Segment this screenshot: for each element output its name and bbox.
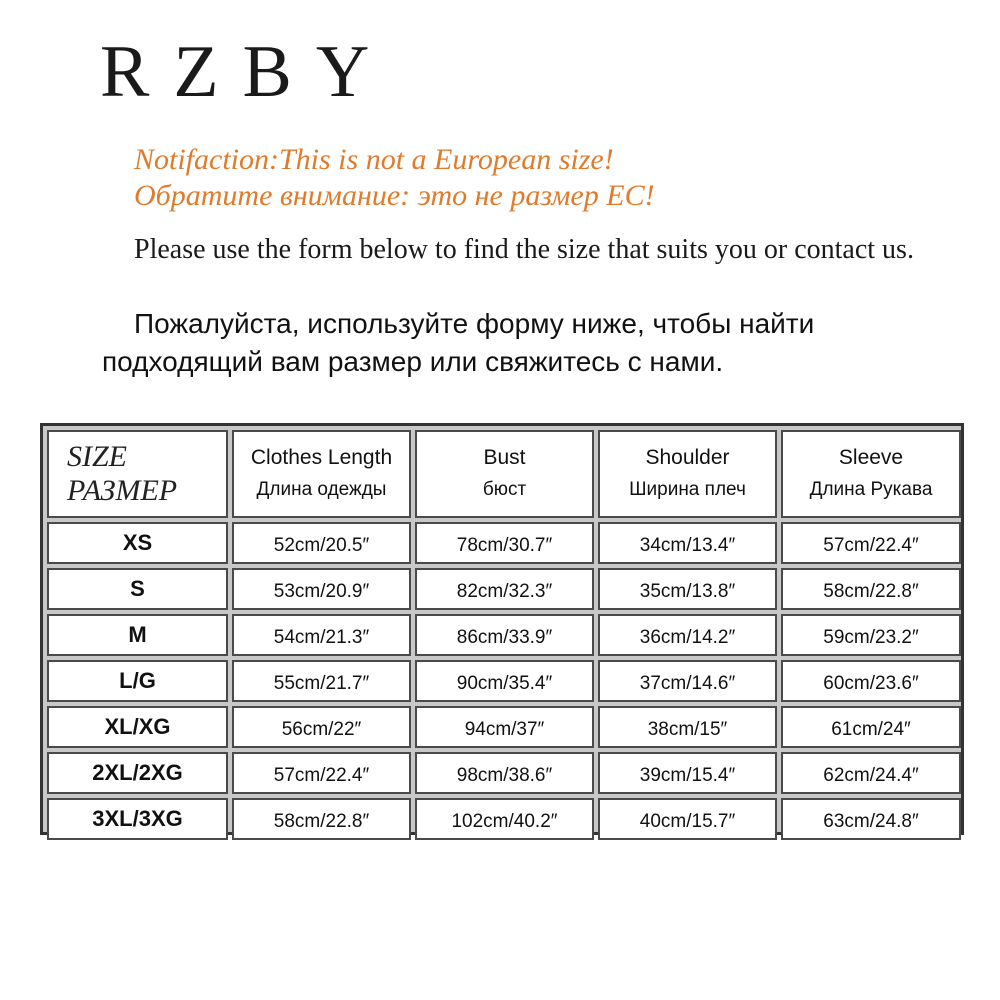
measurement-cell: 36cm/14.2″: [598, 614, 777, 656]
measurement-cell: 58cm/22.8″: [781, 568, 961, 610]
size-notice: [134, 142, 655, 214]
measurement-cell: 58cm/22.8″: [232, 798, 411, 840]
size-label-cell: L/G: [47, 660, 228, 702]
measurement-cell: 62cm/24.4″: [781, 752, 961, 794]
measurement-cell: 60cm/23.6″: [781, 660, 961, 702]
header-label-en: Bust: [483, 446, 526, 469]
measurement-cell: 35cm/13.8″: [598, 568, 777, 610]
header-label-en: Clothes Length: [250, 446, 393, 469]
intro-english: Please use the form below to find the size that suits you or contact us.: [134, 234, 914, 265]
measurement-cell: 52cm/20.5″: [232, 522, 411, 564]
measurement-cell: 86cm/33.9″: [415, 614, 594, 656]
size-label-cell: XS: [47, 522, 228, 564]
header-sleeve: [781, 430, 961, 518]
brand-logo: RZBY: [100, 31, 394, 113]
measurement-cell: 57cm/22.4″: [232, 752, 411, 794]
measurement-cell: 39cm/15.4″: [598, 752, 777, 794]
measurement-cell: 54cm/21.3″: [232, 614, 411, 656]
corner-size-ru: РАЗМЕР: [67, 474, 178, 507]
measurement-cell: 57cm/22.4″: [781, 522, 961, 564]
header-label-en: Shoulder: [645, 446, 730, 469]
measurement-cell: 78cm/30.7″: [415, 522, 594, 564]
measurement-cell: 59cm/23.2″: [781, 614, 961, 656]
header-bust: [415, 430, 594, 518]
measurement-cell: 38cm/15″: [598, 706, 777, 748]
size-label-cell: 3XL/3XG: [47, 798, 228, 840]
size-label-cell: M: [47, 614, 228, 656]
measurement-cell: 82cm/32.3″: [415, 568, 594, 610]
header-label-ru: бюст: [482, 479, 527, 500]
notice-english: Notifaction:This is not a European size!: [134, 143, 614, 176]
size-label-cell: XL/XG: [47, 706, 228, 748]
measurement-cell: 94cm/37″: [415, 706, 594, 748]
measurement-cell: 53cm/20.9″: [232, 568, 411, 610]
corner-size-en: SIZE: [67, 440, 127, 473]
header-label-ru: Длина Рукава: [809, 479, 933, 500]
measurement-cell: 40cm/15.7″: [598, 798, 777, 840]
header-clothes-length: [232, 430, 411, 518]
measurement-cell: 61cm/24″: [781, 706, 961, 748]
header-label-ru: Ширина плеч: [629, 479, 746, 500]
measurement-cell: 34cm/13.4″: [598, 522, 777, 564]
notice-russian: Обратите внимание: это не размер ЕС!: [134, 179, 655, 212]
header-label-en: Sleeve: [838, 446, 904, 469]
size-label-cell: 2XL/2XG: [47, 752, 228, 794]
measurement-cell: 102cm/40.2″: [415, 798, 594, 840]
size-chart-table: [40, 423, 964, 835]
measurement-cell: 90cm/35.4″: [415, 660, 594, 702]
header-label-ru: Длина одежды: [256, 479, 387, 500]
header-shoulder: [598, 430, 777, 518]
measurement-cell: 98cm/38.6″: [415, 752, 594, 794]
measurement-cell: 56cm/22″: [232, 706, 411, 748]
measurement-cell: 55cm/21.7″: [232, 660, 411, 702]
table-corner-header: [47, 430, 228, 518]
measurement-cell: 37cm/14.6″: [598, 660, 777, 702]
size-label-cell: S: [47, 568, 228, 610]
measurement-cell: 63cm/24.8″: [781, 798, 961, 840]
intro-russian: Пожалуйста, используйте форму ниже, чтобы найти подходящий вам размер или свяжитесь с нами.: [102, 308, 815, 377]
